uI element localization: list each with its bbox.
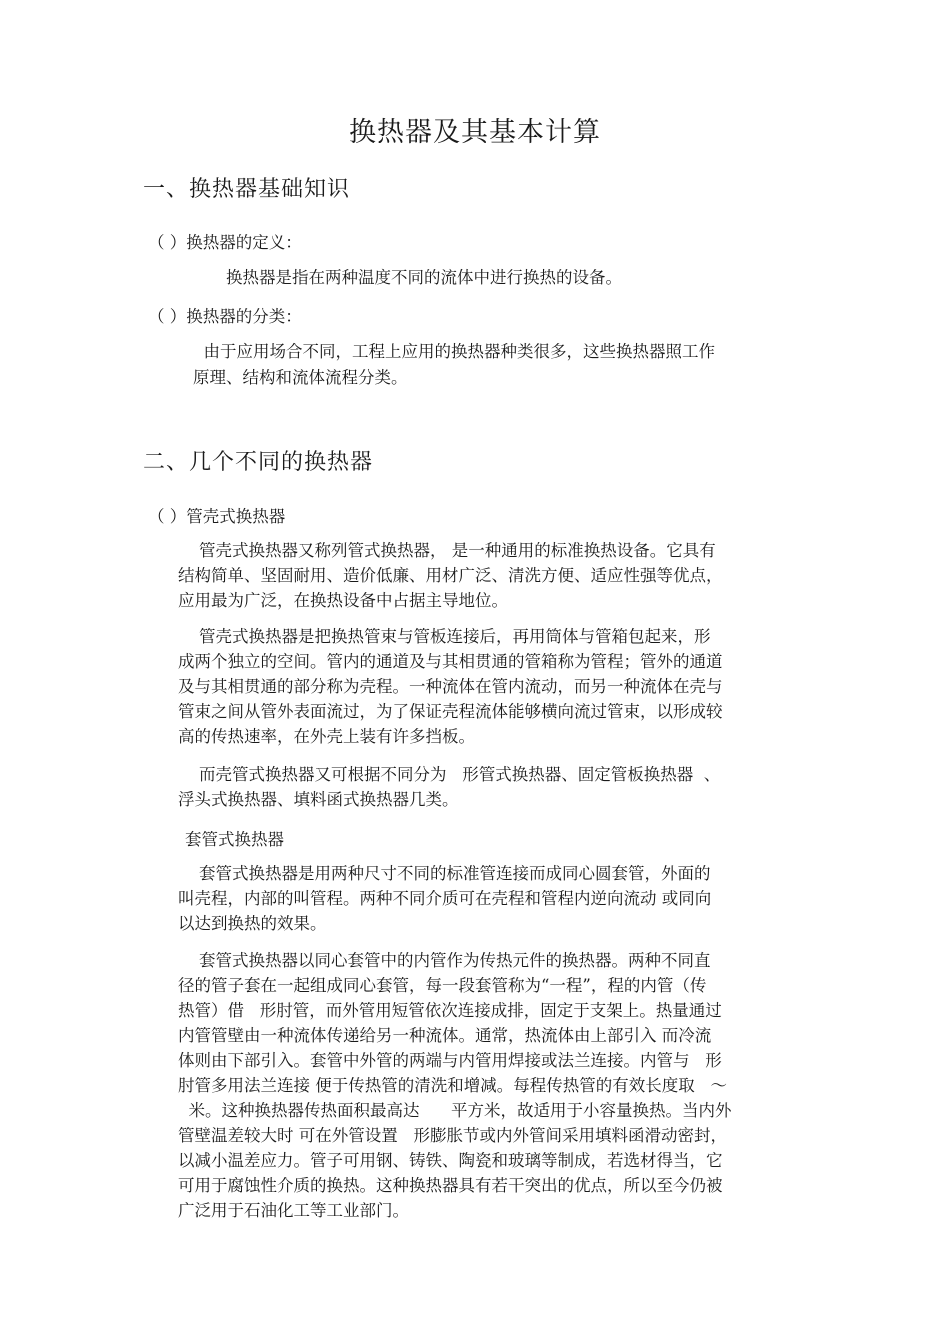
text-line: 以减小温差应力。管子可用钢、铸铁、陶瓷和玻璃等制成，若选材得当，它 xyxy=(178,1151,723,1170)
text-line: 叫壳程，内部的叫管程。两种不同介质可在壳程和管程内逆向流动 或同向 xyxy=(178,889,712,908)
item-classification-label: （ ）换热器的分类： xyxy=(148,307,302,326)
text-line: 径的管子套在一起组成同心套管，每一段套管称为“一程”，程的内管（传 xyxy=(178,976,707,995)
text-line: 应用最为广泛，在换热设备中占据主导地位。 xyxy=(178,591,508,610)
classification-paragraph xyxy=(193,339,715,391)
text-line: 管壳式换热器又称列管式换热器， 是一种通用的标准换热设备。它具有 xyxy=(178,541,716,560)
text-line: 肘管多用法兰连接 便于传热管的清洗和增减。每程传热管的有效长度取 ～ xyxy=(178,1076,727,1095)
item-shell-tube-label: （ ）管壳式换热器 xyxy=(148,507,286,526)
text-line: 管壳式换热器是把换热管束与管板连接后，再用筒体与管箱包起来，形 xyxy=(178,627,711,646)
text-line: 套管式换热器以同心套管中的内管作为传热元件的换热器。两种不同直 xyxy=(178,951,711,970)
text-line: 管束之间从管外表面流过，为了保证壳程流体能够横向流过管束，以形成较 xyxy=(178,702,723,721)
text-line: 而壳管式换热器又可根据不同分为 形管式换热器、固定管板换热器 、 xyxy=(178,765,721,784)
document-title: 换热器及其基本计算 xyxy=(349,117,601,148)
text-line: 及与其相贯通的部分称为壳程。一种流体在管内流动，而另一种流体在壳与 xyxy=(178,677,723,696)
text-line: 套管式换热器是用两种尺寸不同的标准管连接而成同心圆套管，外面的 xyxy=(178,864,711,883)
double-pipe-paragraph-1 xyxy=(178,861,711,936)
text-line: 浮头式换热器、填料函式换热器几类。 xyxy=(178,790,459,809)
definition-paragraph xyxy=(226,265,622,290)
text-line: 高的传热速率，在外壳上装有许多挡板。 xyxy=(178,727,475,746)
text-line: 米。这种换热器传热面积最高达 平方米，故适用于小容量换热。当内外 xyxy=(178,1101,732,1120)
text-line: 体则由下部引入。套管中外管的两端与内管用焊接或法兰连接。内管与 形 xyxy=(178,1051,722,1070)
section-heading-exchangers: 二、几个不同的换热器 xyxy=(143,450,374,475)
text-line: 成两个独立的空间。管内的通道及与其相贯通的管箱称为管程；管外的通道 xyxy=(178,652,723,671)
shell-tube-paragraph-2 xyxy=(178,624,723,749)
text-line: 结构简单、坚固耐用、造价低廉、用材广泛、清洗方便、适应性强等优点， xyxy=(178,566,723,585)
text-line: 原理、结构和流体流程分类。 xyxy=(193,368,408,387)
text-line: 以达到换热的效果。 xyxy=(178,914,327,933)
shell-tube-paragraph-1 xyxy=(178,538,723,613)
item-definition-label: （ ）换热器的定义： xyxy=(148,233,302,252)
item-double-pipe-label: 套管式换热器 xyxy=(185,830,284,849)
section-heading-basics: 一、换热器基础知识 xyxy=(143,177,351,202)
text-line: 换热器是指在两种温度不同的流体中进行换热的设备。 xyxy=(226,268,622,287)
text-line: 热管）借 形肘管，而外管用短管依次连接成排，固定于支架上。热量通过 xyxy=(178,1001,722,1020)
double-pipe-paragraph-2 xyxy=(178,948,731,1223)
shell-tube-paragraph-3 xyxy=(178,762,720,812)
text-line: 管壁温差较大时 可在外管设置 形膨胀节或内外管间采用填料函滑动密封， xyxy=(178,1126,727,1145)
text-line: 由于应用场合不同，工程上应用的换热器种类很多，这些换热器照工作 xyxy=(193,342,715,361)
text-line: 广泛用于石油化工等工业部门。 xyxy=(178,1201,409,1220)
text-line: 可用于腐蚀性介质的换热。这种换热器具有若干突出的优点，所以至今仍被 xyxy=(178,1176,723,1195)
text-line: 内管管壁由一种流体传递给另一种流体。通常，热流体由上部引入 而冷流 xyxy=(178,1026,712,1045)
